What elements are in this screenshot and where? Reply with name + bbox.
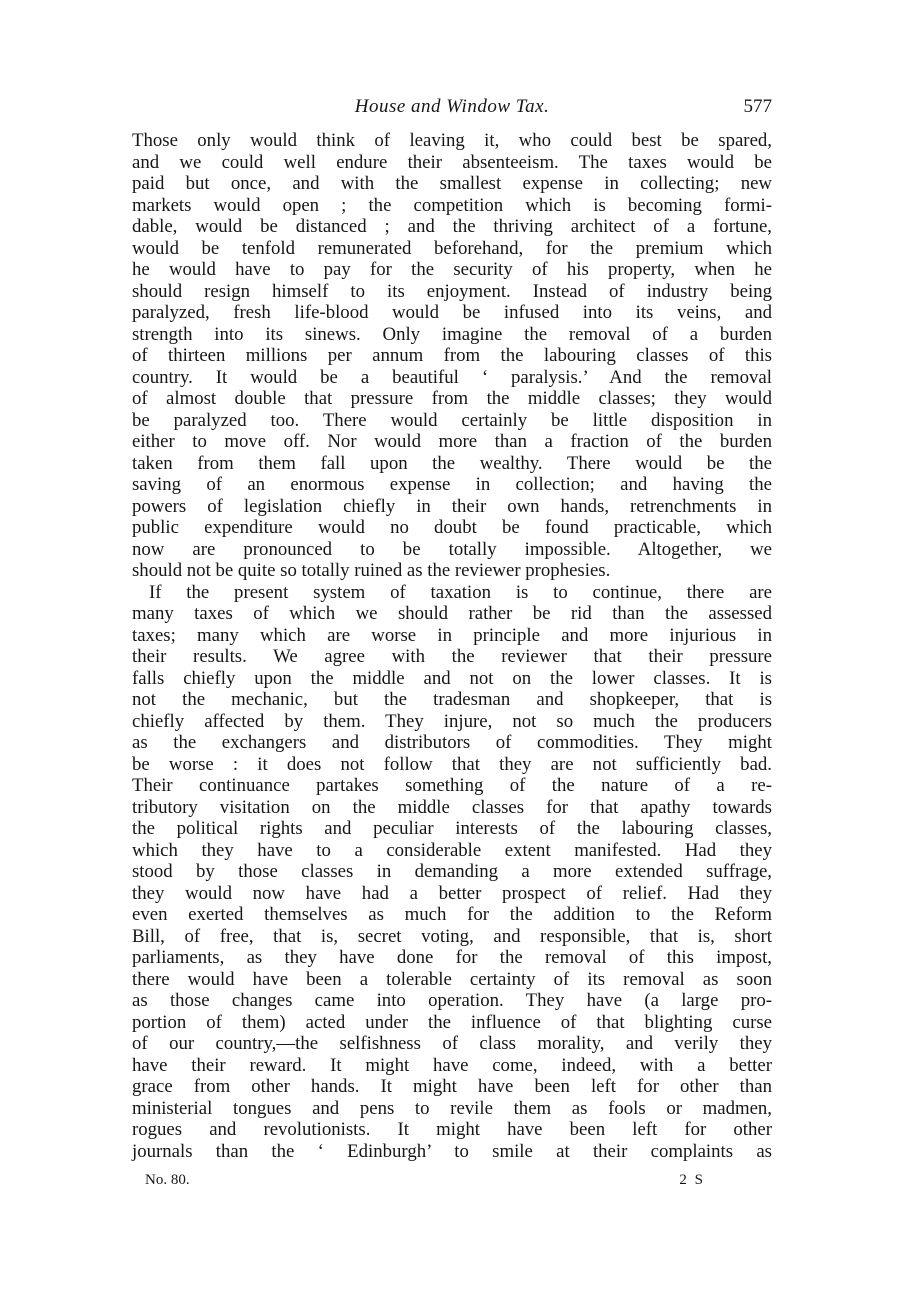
text-line: the political rights and peculiar interests of the labouring classes,: [132, 818, 772, 839]
text-line: dable, would be distanced ; and the thriving architect of a fortune,: [132, 216, 772, 237]
text-line: public expenditure would no doubt be found practicable, which: [132, 517, 772, 538]
text-line: Those only would think of leaving it, who could best be spared,: [132, 130, 772, 151]
text-line: parliaments, as they have done for the removal of this impost,: [132, 947, 772, 968]
text-line: rogues and revolutionists. It might have been left for other: [132, 1119, 772, 1140]
text-line: be paralyzed too. There would certainly be little disposition in: [132, 409, 772, 431]
text-line: be worse : it does not follow that they are not sufficiently bad.: [132, 753, 772, 775]
paragraph: [132, 582, 772, 1163]
text-line: journals than the ‘ Edinburgh’ to smile at their complaints as: [132, 1140, 772, 1162]
text-line: markets would open ; the competition which is becoming formi-: [132, 194, 772, 216]
running-head: [132, 96, 772, 122]
text-line: falls chiefly upon the middle and not on the lower classes. It is: [132, 667, 772, 689]
text-line: Their continuance partakes something of the nature of a re-: [132, 775, 772, 796]
body-text: [132, 130, 772, 1162]
text-line: not the mechanic, but the tradesman and shopkeeper, that is: [132, 689, 772, 710]
text-line: he would have to pay for the security of his property, when he: [132, 259, 772, 280]
text-line: even exerted themselves as much for the addition to the Reform: [132, 904, 772, 925]
running-title: House and Window Tax.: [354, 96, 550, 117]
text-line: stood by those classes in demanding a more extended suffrage,: [132, 861, 772, 882]
text-line: there would have been a tolerable certainty of its removal as soon: [132, 968, 772, 990]
text-line: ministerial tongues and pens to revile them as fools or madmen,: [132, 1097, 772, 1119]
text-line: powers of legislation chiefly in their own hands, retrenchments in: [132, 495, 772, 517]
text-line: of almost double that pressure from the middle classes; they would: [132, 388, 772, 409]
text-line: Bill, of free, that is, secret voting, and responsible, that is, short: [132, 925, 772, 947]
text-line: taken from them fall upon the wealthy. There would be the: [132, 452, 772, 474]
text-line: would be tenfold remunerated beforehand, for the premium which: [132, 237, 772, 259]
issue-number: No. 80.: [145, 1172, 190, 1188]
text-line: chiefly affected by them. They injure, not so much the producers: [132, 710, 772, 732]
text-line: should not be quite so totally ruined as the reviewer prophesies.: [132, 560, 611, 581]
text-line: grace from other hands. It might have been left for other than: [132, 1076, 772, 1097]
text-line: have their reward. It might have come, indeed, with a better: [132, 1054, 772, 1076]
text-line: paid but once, and with the smallest expense in collecting; new: [132, 173, 772, 194]
text-line: portion of them) acted under the influence of that blighting curse: [132, 1011, 772, 1033]
page-number: 577: [743, 96, 772, 117]
text-line: tributory visitation on the middle classes for that apathy towards: [132, 796, 772, 818]
text-line: which they have to a considerable extent manifested. Had they: [132, 839, 772, 861]
text-line: paralyzed, fresh life-blood would be infused into its veins, and: [132, 302, 772, 323]
text-line: of thirteen millions per annum from the labouring classes of this: [132, 345, 772, 366]
paragraph: [132, 130, 772, 582]
text-line: many taxes of which we should rather be rid than the assessed: [132, 603, 772, 624]
text-line: as those changes came into operation. They have (a large pro-: [132, 990, 772, 1011]
text-line: now are pronounced to be totally impossible. Altogether, we: [132, 538, 772, 560]
signature-mark: 2 S: [679, 1172, 705, 1188]
text-line: their results. We agree with the reviewer that their pressure: [132, 646, 772, 667]
text-line: either to move off. Nor would more than a fraction of the burden: [132, 431, 772, 452]
text-line: strength into its sinews. Only imagine the removal of a burden: [132, 323, 772, 345]
text-line: they would now have had a better prospect of relief. Had they: [132, 882, 772, 904]
text-line: If the present system of taxation is to continue, there are: [149, 581, 772, 603]
text-line: as the exchangers and distributors of commodities. They might: [132, 732, 772, 753]
text-line: should resign himself to its enjoyment. Instead of industry being: [132, 280, 772, 302]
text-line: saving of an enormous expense in collection; and having the: [132, 474, 772, 495]
text-line: country. It would be a beautiful ‘ paralysis.’ And the removal: [132, 366, 772, 388]
text-line: of our country,—the selfishness of class morality, and verily they: [132, 1033, 772, 1054]
text-line: taxes; many which are worse in principle and more injurious in: [132, 624, 772, 646]
page-footer: [145, 1172, 705, 1192]
text-line: and we could well endure their absenteeism. The taxes would be: [132, 151, 772, 173]
